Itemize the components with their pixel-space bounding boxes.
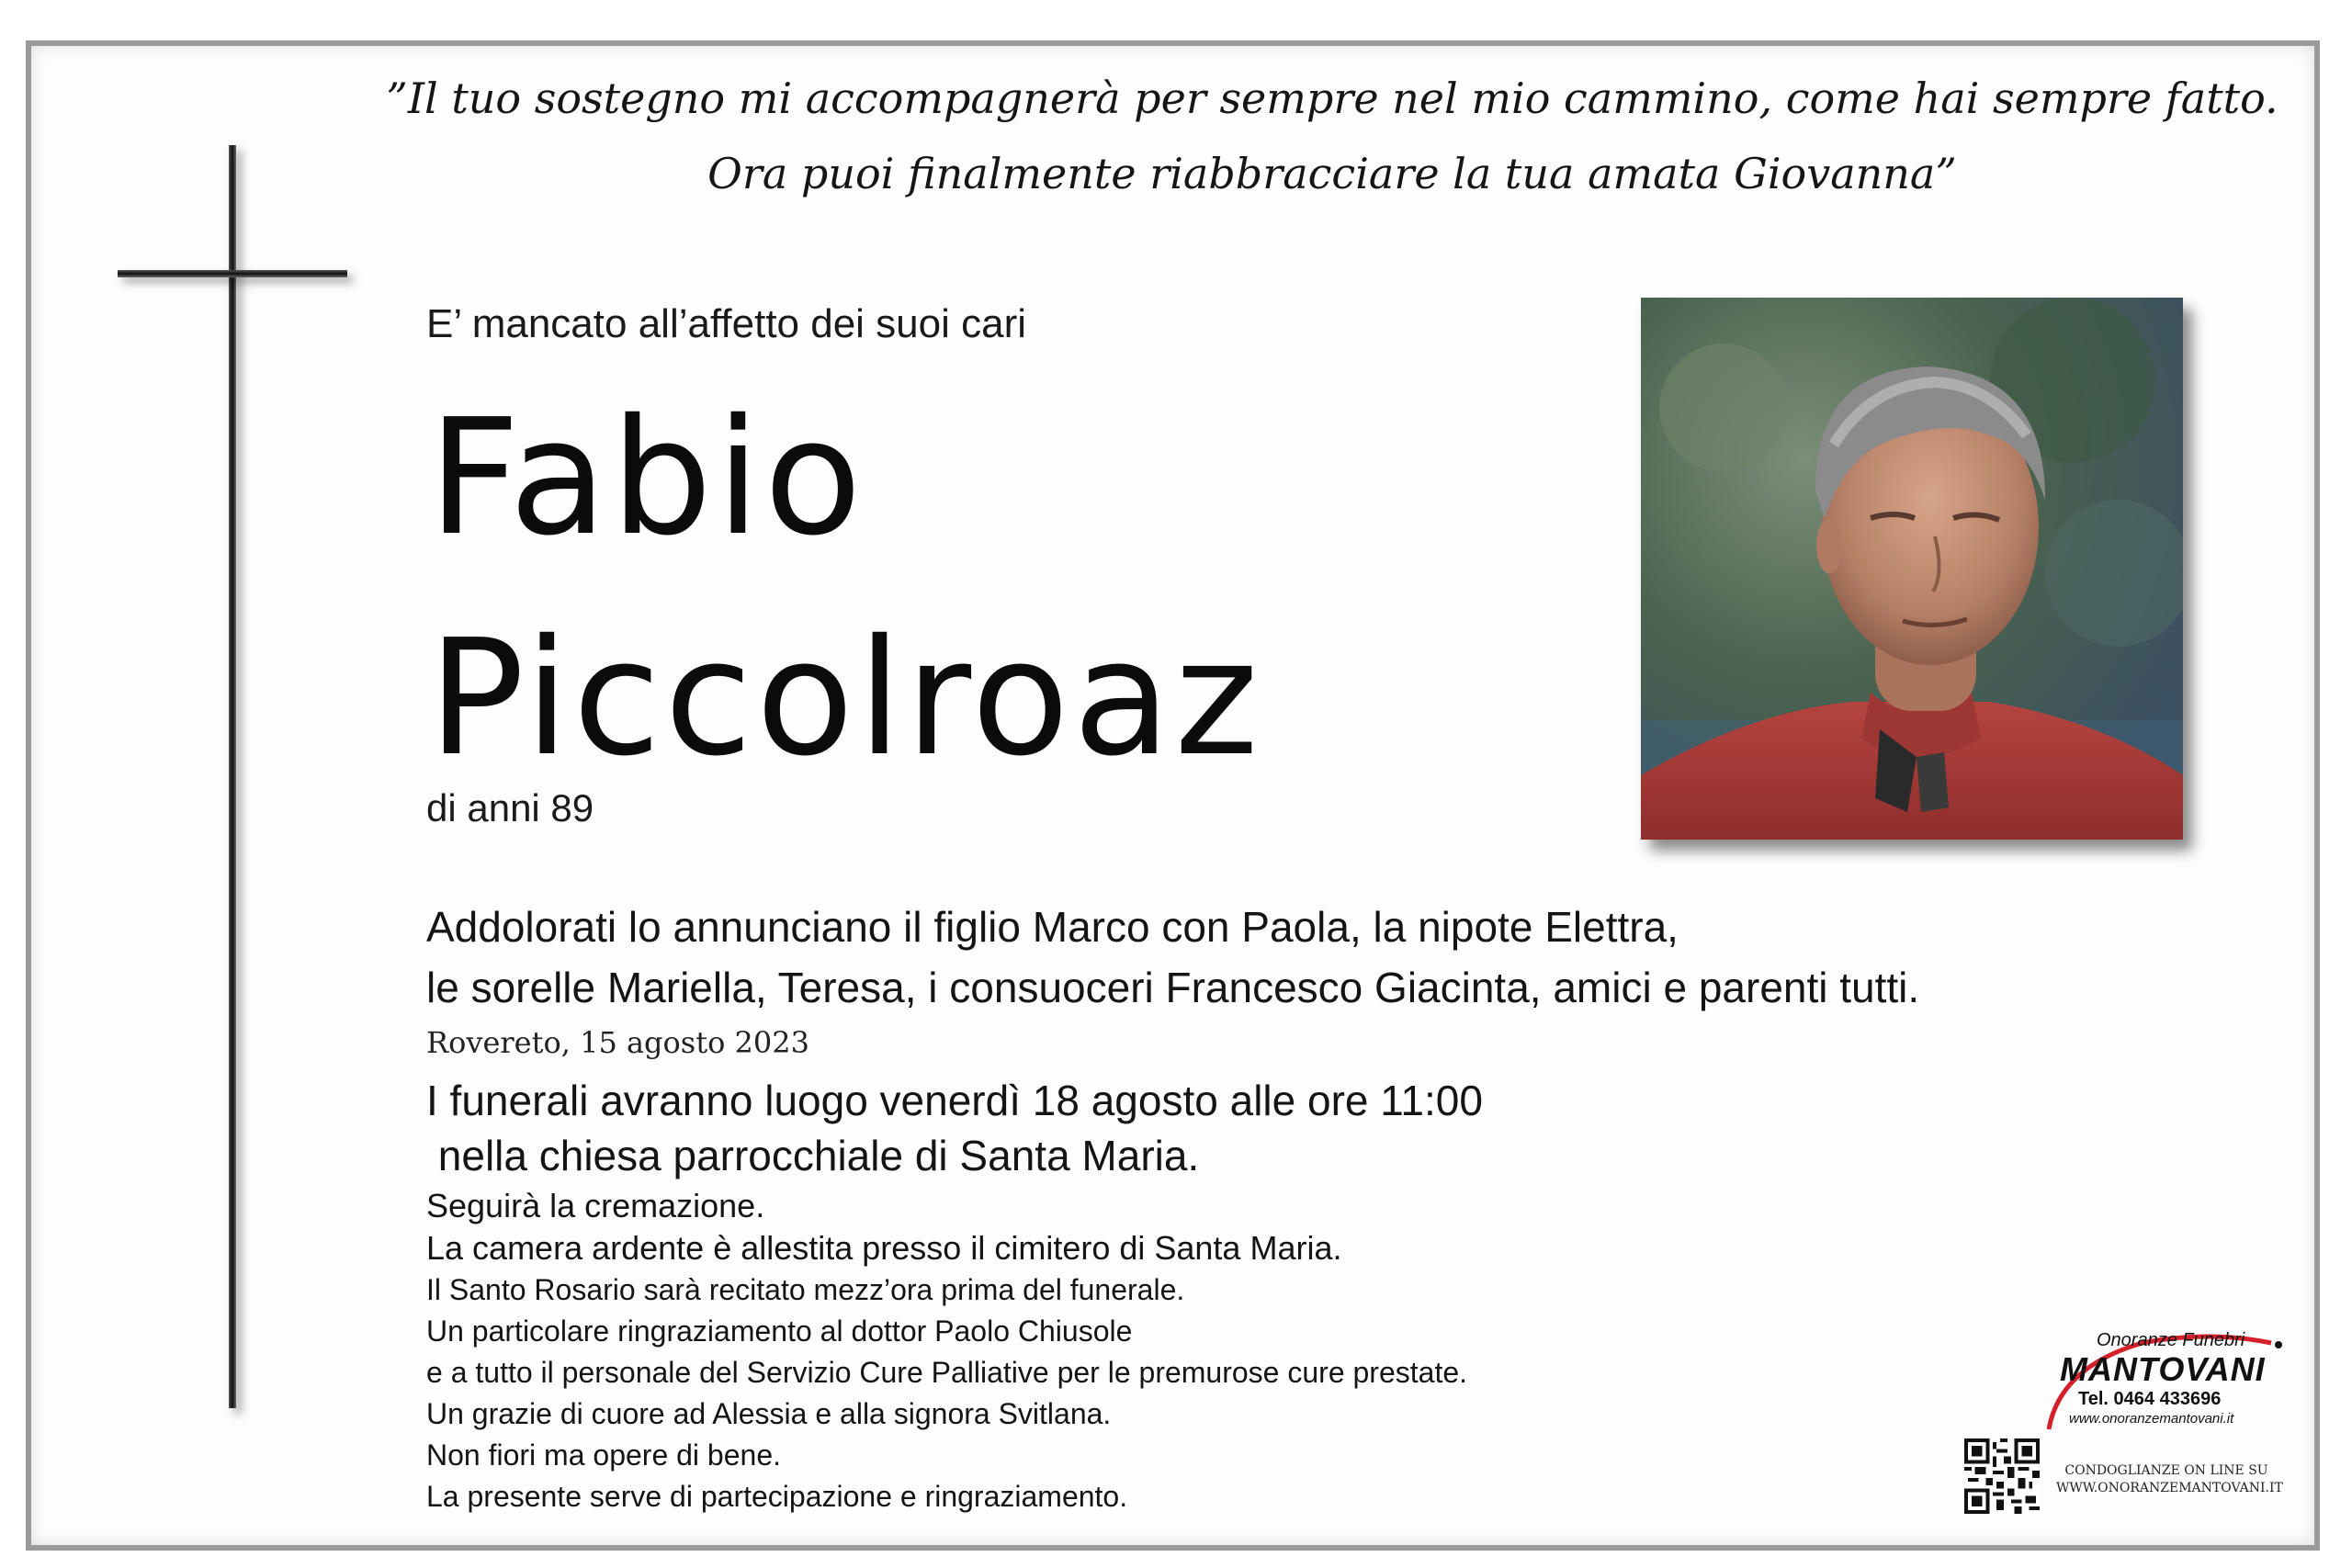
- deceased-last-name: Piccolroaz: [428, 605, 1262, 792]
- logo-brand: MANTOVANI: [2060, 1350, 2266, 1388]
- online-condolences-note: [2056, 1462, 2283, 1497]
- announcement-text: [426, 897, 1919, 1018]
- logo-tagline: Onoranze Funebri: [2097, 1330, 2245, 1350]
- condolences-line-1: CONDOGLIANZE ON LINE SU: [2064, 1463, 2268, 1478]
- thanks-line-2: e a tutto il personale del Servizio Cure Palliative per le premurose cure prestate.: [426, 1356, 1468, 1389]
- funeral-info: [426, 1073, 1483, 1183]
- memorial-quote: [358, 61, 2306, 211]
- announcement-line-1: Addolorati lo annunciano il figlio Marco con Paola, la nipote Elettra,: [426, 903, 1679, 951]
- portrait-photo: [1641, 298, 2183, 840]
- cross-icon-vertical: [229, 145, 236, 1408]
- thanks-line-3: Un grazie di cuore ad Alessia e alla signora Svitlana.: [426, 1397, 1112, 1430]
- details-block: [426, 1185, 1467, 1517]
- chapel-note: La camera ardente è allestita presso il cimitero di Santa Maria.: [426, 1229, 1342, 1267]
- logo-website: www.onoranzemantovani.it: [2069, 1411, 2234, 1427]
- funeral-line-1: I funerali avranno luogo venerdì 18 agosto alle ore 11:00: [426, 1077, 1483, 1124]
- closing-note: La presente serve di partecipazione e ringraziamento.: [426, 1480, 1128, 1513]
- intro-text: E’ mancato all’affetto dei suoi cari: [426, 301, 1027, 346]
- condolences-line-2[interactable]: WWW.ONORANZEMANTOVANI.IT: [2056, 1481, 2283, 1495]
- place-date: Rovereto, 15 agosto 2023: [426, 1025, 809, 1060]
- deceased-first-name: Fabio: [428, 385, 865, 571]
- thanks-line-1: Un particolare ringraziamento al dottor Paolo Chiusole: [426, 1314, 1133, 1348]
- logo-phone: Tel. 0464 433696: [2078, 1389, 2222, 1409]
- portrait-illustration: [1641, 298, 2183, 840]
- quote-line-1: ”Il tuo sostegno mi accompagnerà per sempre nel mio cammino, come hai sempre fatto.: [386, 73, 2278, 123]
- deceased-age: di anni 89: [426, 786, 594, 829]
- rosary-note: Il Santo Rosario sarà recitato mezz’ora prima del funerale.: [426, 1273, 1185, 1306]
- announcement-line-2: le sorelle Mariella, Teresa, i consuoceri Francesco Giacinta, amici e parenti tutti.: [426, 964, 1920, 1011]
- flowers-note: Non fiori ma opere di bene.: [426, 1438, 781, 1472]
- quote-line-2: Ora puoi finalmente riabbracciare la tua amata Giovanna”: [707, 149, 1957, 198]
- funeral-line-2: nella chiesa parrocchiale di Santa Maria.: [426, 1132, 1200, 1179]
- qr-code-icon[interactable]: [1964, 1438, 2040, 1514]
- cross-icon-horizontal: [118, 270, 347, 277]
- cremation-note: Seguirà la cremazione.: [426, 1187, 765, 1224]
- funeral-home-logo: [2041, 1330, 2290, 1431]
